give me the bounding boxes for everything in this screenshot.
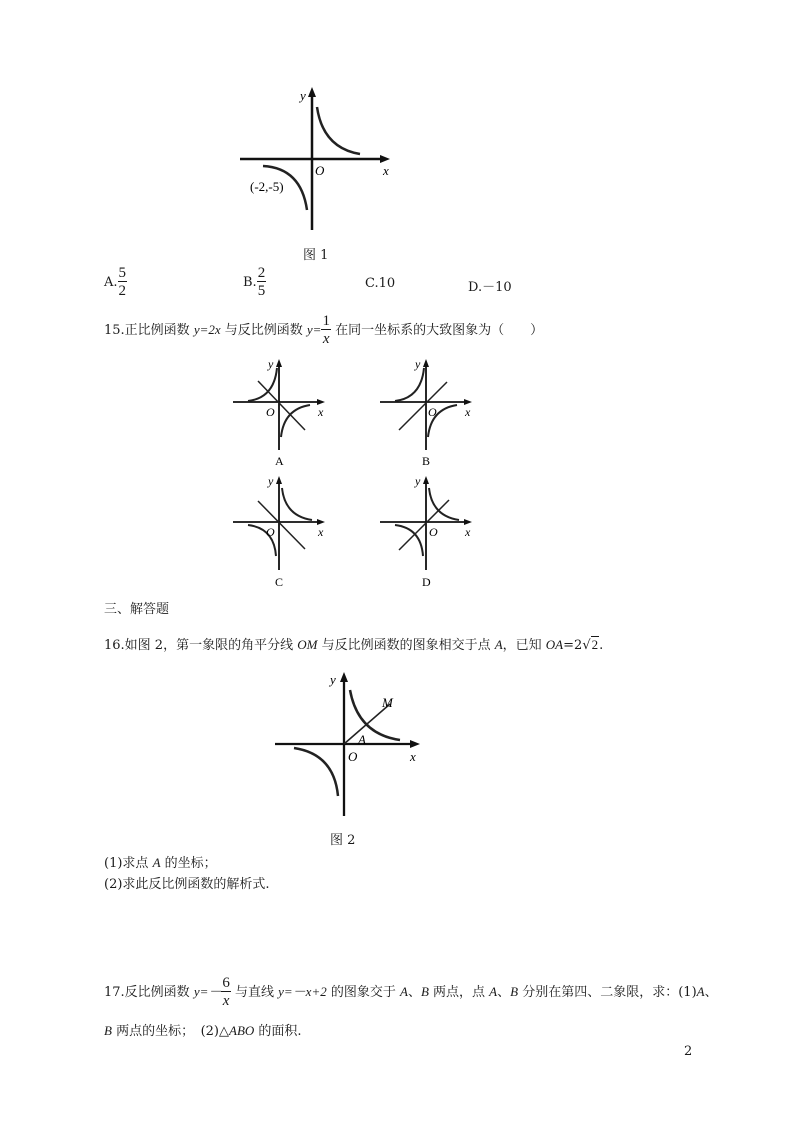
svg-text:y: y bbox=[415, 357, 421, 371]
graph-label: B bbox=[422, 454, 431, 468]
figure-1-caption: 图 1 bbox=[303, 248, 329, 263]
svg-text:y: y bbox=[268, 474, 274, 488]
point-label: (-2,-5) bbox=[250, 179, 284, 194]
fraction: $\frac{2}{5}$ bbox=[257, 265, 266, 299]
option-b[interactable]: B. $\frac{2}{5}$ bbox=[243, 265, 266, 299]
question-17-line-2: B 两点的坐标； (2)△ABO 的面积. bbox=[104, 1023, 302, 1039]
svg-text:O: O bbox=[429, 525, 438, 539]
graph-label: D bbox=[422, 575, 431, 589]
svg-text:y: y bbox=[330, 672, 336, 687]
graph-option-a[interactable] bbox=[230, 355, 330, 470]
svg-text:O: O bbox=[348, 749, 358, 764]
origin-label: O bbox=[315, 163, 325, 178]
svg-text:x: x bbox=[465, 525, 471, 539]
fraction: $\frac{5}{2}$ bbox=[118, 265, 127, 299]
figure-2-graph bbox=[272, 668, 432, 818]
svg-text:O: O bbox=[266, 525, 275, 539]
x-axis-label: x bbox=[383, 163, 389, 178]
option-a[interactable]: A. $\frac{5}{2}$ bbox=[104, 265, 127, 299]
option-d[interactable]: D.－10 bbox=[468, 280, 512, 295]
graph-option-b[interactable] bbox=[377, 355, 477, 470]
svg-text:M: M bbox=[382, 695, 393, 710]
svg-text:y: y bbox=[268, 357, 274, 371]
svg-text:A: A bbox=[358, 732, 366, 747]
page-number: 2 bbox=[684, 1044, 693, 1059]
question-16: 16.如图 2，第一象限的角平分线 OM 与反比例函数的图象相交于点 A，已知 OA=2√2. bbox=[104, 637, 604, 653]
question-17-line-1: 17.反比例函数 y=－ $\frac{6}{x}$ 与直线 y=－x+2 的图象交于 A、B 两点，点 A、B 分别在第四、二象限，求：(1)A、 bbox=[104, 975, 718, 1009]
sqrt: √2 bbox=[582, 637, 599, 653]
svg-text:O: O bbox=[428, 405, 437, 419]
svg-text:x: x bbox=[410, 749, 416, 764]
figure-2-caption: 图 2 bbox=[330, 833, 356, 848]
graph-label: A bbox=[275, 454, 284, 468]
y-axis-label: y bbox=[300, 88, 306, 103]
graph-option-d[interactable] bbox=[377, 472, 477, 590]
svg-text:x: x bbox=[465, 405, 471, 419]
figure-1-graph bbox=[235, 82, 395, 232]
graph-label: C bbox=[275, 575, 284, 589]
fraction: $\frac{6}{x}$ bbox=[222, 975, 230, 1009]
svg-text:x: x bbox=[318, 405, 324, 419]
fraction: $\frac{1}{x}$ bbox=[322, 313, 330, 347]
svg-text:x: x bbox=[318, 525, 324, 539]
svg-text:y: y bbox=[415, 474, 421, 488]
graph-option-c[interactable] bbox=[230, 472, 330, 590]
section-heading: 三、解答题 bbox=[104, 602, 170, 617]
question-15: 15.正比例函数 y=2x 与反比例函数 y= $\frac{1}{x}$ 在同一坐标系的大致图象为（ ） bbox=[104, 313, 544, 347]
svg-text:O: O bbox=[266, 405, 275, 419]
option-c[interactable]: C.10 bbox=[365, 276, 396, 291]
q16-sub-question-1: (1)求点 A 的坐标； bbox=[104, 855, 217, 871]
q16-sub-question-2: (2)求此反比例函数的解析式. bbox=[104, 877, 270, 892]
